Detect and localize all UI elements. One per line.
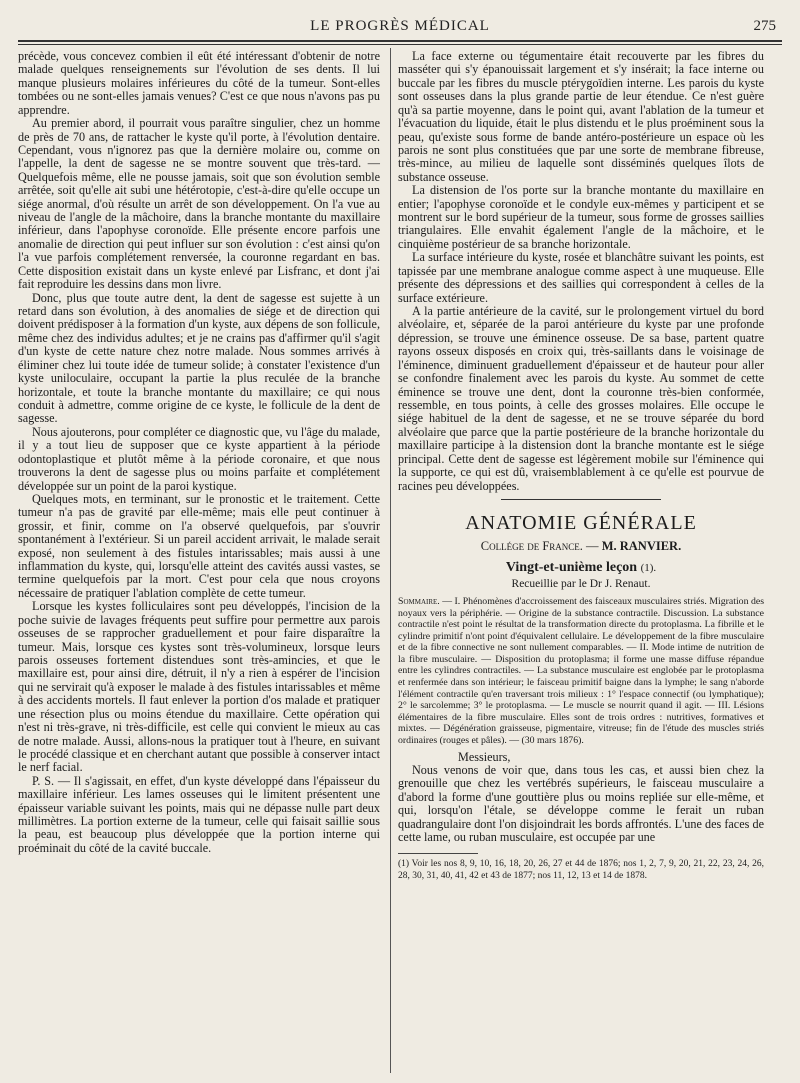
paragraph: La surface intérieure du kyste, rosée et blanchâtre suivant les points, est tapissée par une membrane analogue comme aspect à une muqueuse. Elle présente des dépressions et des saillies qui correspondent à celles de la surface extérieure.	[398, 250, 764, 305]
lesson-heading	[398, 560, 764, 576]
paragraph: La face externe ou tégumentaire était recouverte par les fibres du masséter qui s'y épanouissait largement et s'y insérait; la face interne ou buccale par les fibres du muscle ptérygoïdien interne. Les parois du kyste sont osseuses dans la plus grande partie de leur étendue. Ce n'est guère qu'à sa partie moyenne, dans le point qui, avant l'ablation de la tumeur et l'évacuation du liquide, était le plus distendu et le plus proéminent sous la peau, qu'existe sous forme de bande antéro-postérieure un espace où les parois ne sont plus constituées que par une sorte de membrane fibreuse, très-mince, au milieu de laquelle sont disséminés quelques îlots de substance osseuse.	[398, 49, 764, 184]
footnote-rule	[398, 853, 478, 854]
page-header	[18, 18, 782, 42]
summary-text: — I. Phénomènes d'accroissement des faisceaux musculaires striés. Migration des noyaux vers la périphérie. — Origine de la substance contractile. Discussion. La substance contractile n'est point le résultat de la transformation directe du protoplasma. La fibrille et le cylindre primitif n'ont point d'équivalent cellulaire. Le développement de la fibre musculaire et de la fibre connective ne sont nullement comparables. — II. Mode intime de nutrition de la fibre musculaire. — Disposition du protoplasma; il forme une masse diffuse répandue entre les cylindres contractiles. — La substance musculaire est englobée par le protoplasma et renfermée dans son intérieur; le faisceau primitif baigne dans la lymphe; le sang n'aborde l'élément contractile qu'en traversant trois milieux : 1° l'espace connectif (ou lymphatique); 2° le sarcolemme; 3° le protoplasma. — Le muscle se nourrit quand il agit. — III. Lésions élémentaires de la fibre musculaire. Elles sont de trois ordres : nutritives, formatives et mixtes. — Dégénération graisseuse, pigmentaire, vitreuse; fin de l'étude des muscles striés ordinaires (rouges et pâles). — (30 mars 1876).	[398, 595, 765, 747]
summary-label: Sommaire.	[398, 595, 440, 607]
footnote: (1) Voir les nos 8, 9, 10, 16, 18, 20, 26, 27 et 44 de 1876; nos 1, 2, 7, 9, 20, 21, 22, 23, 24, 26, 28, 30, 31, 40, 41, 42 et 43 de 1877; nos 11, 12, 13 et 14 de 1878.	[398, 858, 764, 881]
section-separator	[501, 499, 661, 500]
paragraph: précède, vous concevez combien il eût été intéressant d'obtenir de notre malade quelques renseignements sur l'évolution de ses dents. Il lui manque plusieurs molaires inférieures du côté de la tumeur. Sont-elles tombées ou ne sont-elles jamais venues? C'est ce que nous n'avons pas pu apprendre.	[18, 49, 380, 117]
institution: Collége de France. —	[480, 538, 599, 553]
header-rule-thin	[18, 44, 782, 45]
lecture-body: Nous venons de voir que, dans tous les cas, et aussi bien chez la grenouille que chez les vertébrés supérieurs, le faisceau musculaire a d'abord la forme d'une gouttière plus ou moins repliée sur elle-même, et qui, lorsqu'on l'étale, se développe comme le ferait un ruban quadrangulaire dont l'on disjoindrait les bords affrontés. L'une des faces de cette lame, ou ruban musculaire, est occupée par une	[398, 763, 764, 845]
lesson-footnote-ref: (1).	[640, 561, 657, 574]
column-divider	[390, 48, 391, 1073]
paragraph: Au premier abord, il pourrait vous paraître singulier, chez un homme de près de 70 ans, de rattacher le kyste qu'il porte, à l'évolution dentaire. Cependant, vous n'ignorez pas que la dernière molaire ou, comme on l'appelle, la dent de sagesse ne se montre souvent que très-tard. — Quelquefois même, elle ne pousse jamais, soit que son évolution semble arrêtée, soit qu'elle ait subi une hétérotopie, c'est-à-dire qu'elle occupe un siége anormal, d'où résulte un arrêt de son développement. On l'a vue au niveau de l'angle de la mâchoire, dans la branche montante du maxillaire inférieur, dans l'apophyse coronoïde. Elle présente encore parfois une anomalie de direction qui peut influer sur son évolution : c'est ainsi qu'on l'a vue parfois complétement renversée, la couronne regardant en bas. Cette disposition existait dans un kyste enlevé par Lisfranc, et dont j'ai fait reproduire les dessins dans mon livre.	[18, 116, 380, 292]
lecture-summary	[398, 596, 764, 747]
header-rule-thick	[18, 40, 782, 42]
course-line	[398, 539, 764, 554]
running-title: LE PROGRÈS MÉDICAL	[310, 18, 490, 34]
right-column	[398, 50, 764, 882]
professor: M. RANVIER.	[601, 538, 682, 553]
page-number: 275	[753, 18, 776, 34]
paragraph: Quelques mots, en terminant, sur le pronostic et le traitement. Cette tumeur n'a pas de gravité par elle-même; mais elle peut continuer à grossir, et finir, comme on l'a observé quelquefois, par s'ouvrir spontanément à l'extérieur. Si un pareil accident arrivait, le malade serait exposé, non seulement à des fistules intarissables; mais aussi à une inflammation du kyste, qui, lorsqu'elle atteint des cavités aussi vastes, se termine quelquefois par la mort. C'est pour cela que nous croyons nécessaire de pratiquer l'ablation complète de cette tumeur.	[18, 491, 380, 600]
salutation: Messieurs,	[458, 749, 511, 764]
recorder-line: Recueillie par le Dr J. Renaut.	[511, 577, 651, 590]
lesson-title: Vingt-et-unième leçon	[505, 559, 638, 575]
paragraph: Nous ajouterons, pour compléter ce diagnostic que, vu l'âge du malade, il y a tout lieu de supposer que ce kyste appartient à la période odontoplastique et plutôt même à la période coronaire, et que nous trouverons la dent de sagesse plus ou moins parfaite et complétement développée sur un point de la paroi kystique.	[18, 424, 380, 493]
section-title: ANATOMIE GÉNÉRALE	[465, 511, 697, 534]
paragraph: Lorsque les kystes folliculaires sont peu développés, l'incision de la poche suivie de lavages fréquents peut suffire pour permettre aux parois osseuses de se rapprocher graduellement et pour faire disparaître la tumeur. Mais, lorsque ces kystes sont très-volumineux, lorsque leurs parois osseuses fortement distendues sont très-amincies, et que le maxillaire est, pour ainsi dire, détruit, il n'y a rien à espérer de l'incision qui ne servirait qu'à exposer le malade à des fistules intarissables et même à des accidents mortels. Il faut enlever la portion d'os malade et pratiquer une résection plus ou moins étendue du maxillaire. Cette opération qui n'est ni très-grave, ni très-difficile, est celle qui convient le mieux au cas de notre malade. Aussi, allons-nous la pratiquer tout à l'heure, en suivant le procédé classique et en cherchant autant que possible à conserver intact le nerf facial.	[18, 599, 380, 775]
paragraph: P. S. — Il s'agissait, en effet, d'un kyste développé dans l'épaisseur du maxillaire inférieur. Les lames osseuses qui le limitent présentent une épaisseur variable suivant les points, mais qui ne dépasse nulle part deux millimètres. La portion externe de la tumeur, celle qui faisait saillie sous la peau, est beaucoup plus développée que la portion interne qui proéminait du côté de la cavité buccale.	[18, 773, 380, 855]
paragraph: La distension de l'os porte sur la branche montante du maxillaire en entier; l'apophyse coronoïde et le condyle eux-mêmes y participent et se montrent sur le bord supérieur de la tumeur, sous forme de grosses saillies triangulaires. Elle envahit également l'angle de la mâchoire, et le cinquième postérieur de sa branche horizontale.	[398, 183, 764, 251]
paragraph: A la partie antérieure de la cavité, sur le prolongement virtuel du bord alvéolaire, et, séparée de la paroi antérieure du kyste par une profonde dépression, se trouve une éminence osseuse. De sa base, partent quatre rayons osseux disposés en croix qui, très-saillants dans le voisinage de l'éminence, diminuent graduellement d'épaisseur et de hauteur pour aller se confondre finalement avec les parois du kyste. Au sommet de cette éminence se trouve une dent, dont la couronne très-bien conformée, ressemble, en tous points, à celle des grosses molaires. Elle occupe le siége habituel de la dent de sagesse, et ne se trouve séparée du bord alvéolaire que parce que la partie postérieure de la branche horizontale du maxillaire participe à la distension dont la branche montante est le siége principal. Cette dent de sagesse est légèrement mobile sur l'éminence qui la supporte, ce qui est dû, vraisemblablement à ce qu'elle est pourvue de racines peu développées.	[398, 304, 764, 493]
paragraph: Donc, plus que toute autre dent, la dent de sagesse est sujette à un retard dans son évolution, à des anomalies de siége et de direction qui doivent prédisposer à la formation d'un kyste, aux dépens de son follicule, même chez des individus adultes; et je ne crains pas d'affirmer qu'il s'agit d'un kyste de cette nature chez notre malade. Nous sommes arrivés à éliminer chez lui toute idée de tumeur solide; à constater l'existence d'un kyste uniloculaire, occupant la partie la plus reculée de la branche horizontale, et toute la branche montante du maxillaire; ce qui nous conduit à admettre, comme origine de ce kyste, le follicule de la dent de sagesse.	[18, 290, 380, 426]
left-column	[18, 50, 380, 855]
